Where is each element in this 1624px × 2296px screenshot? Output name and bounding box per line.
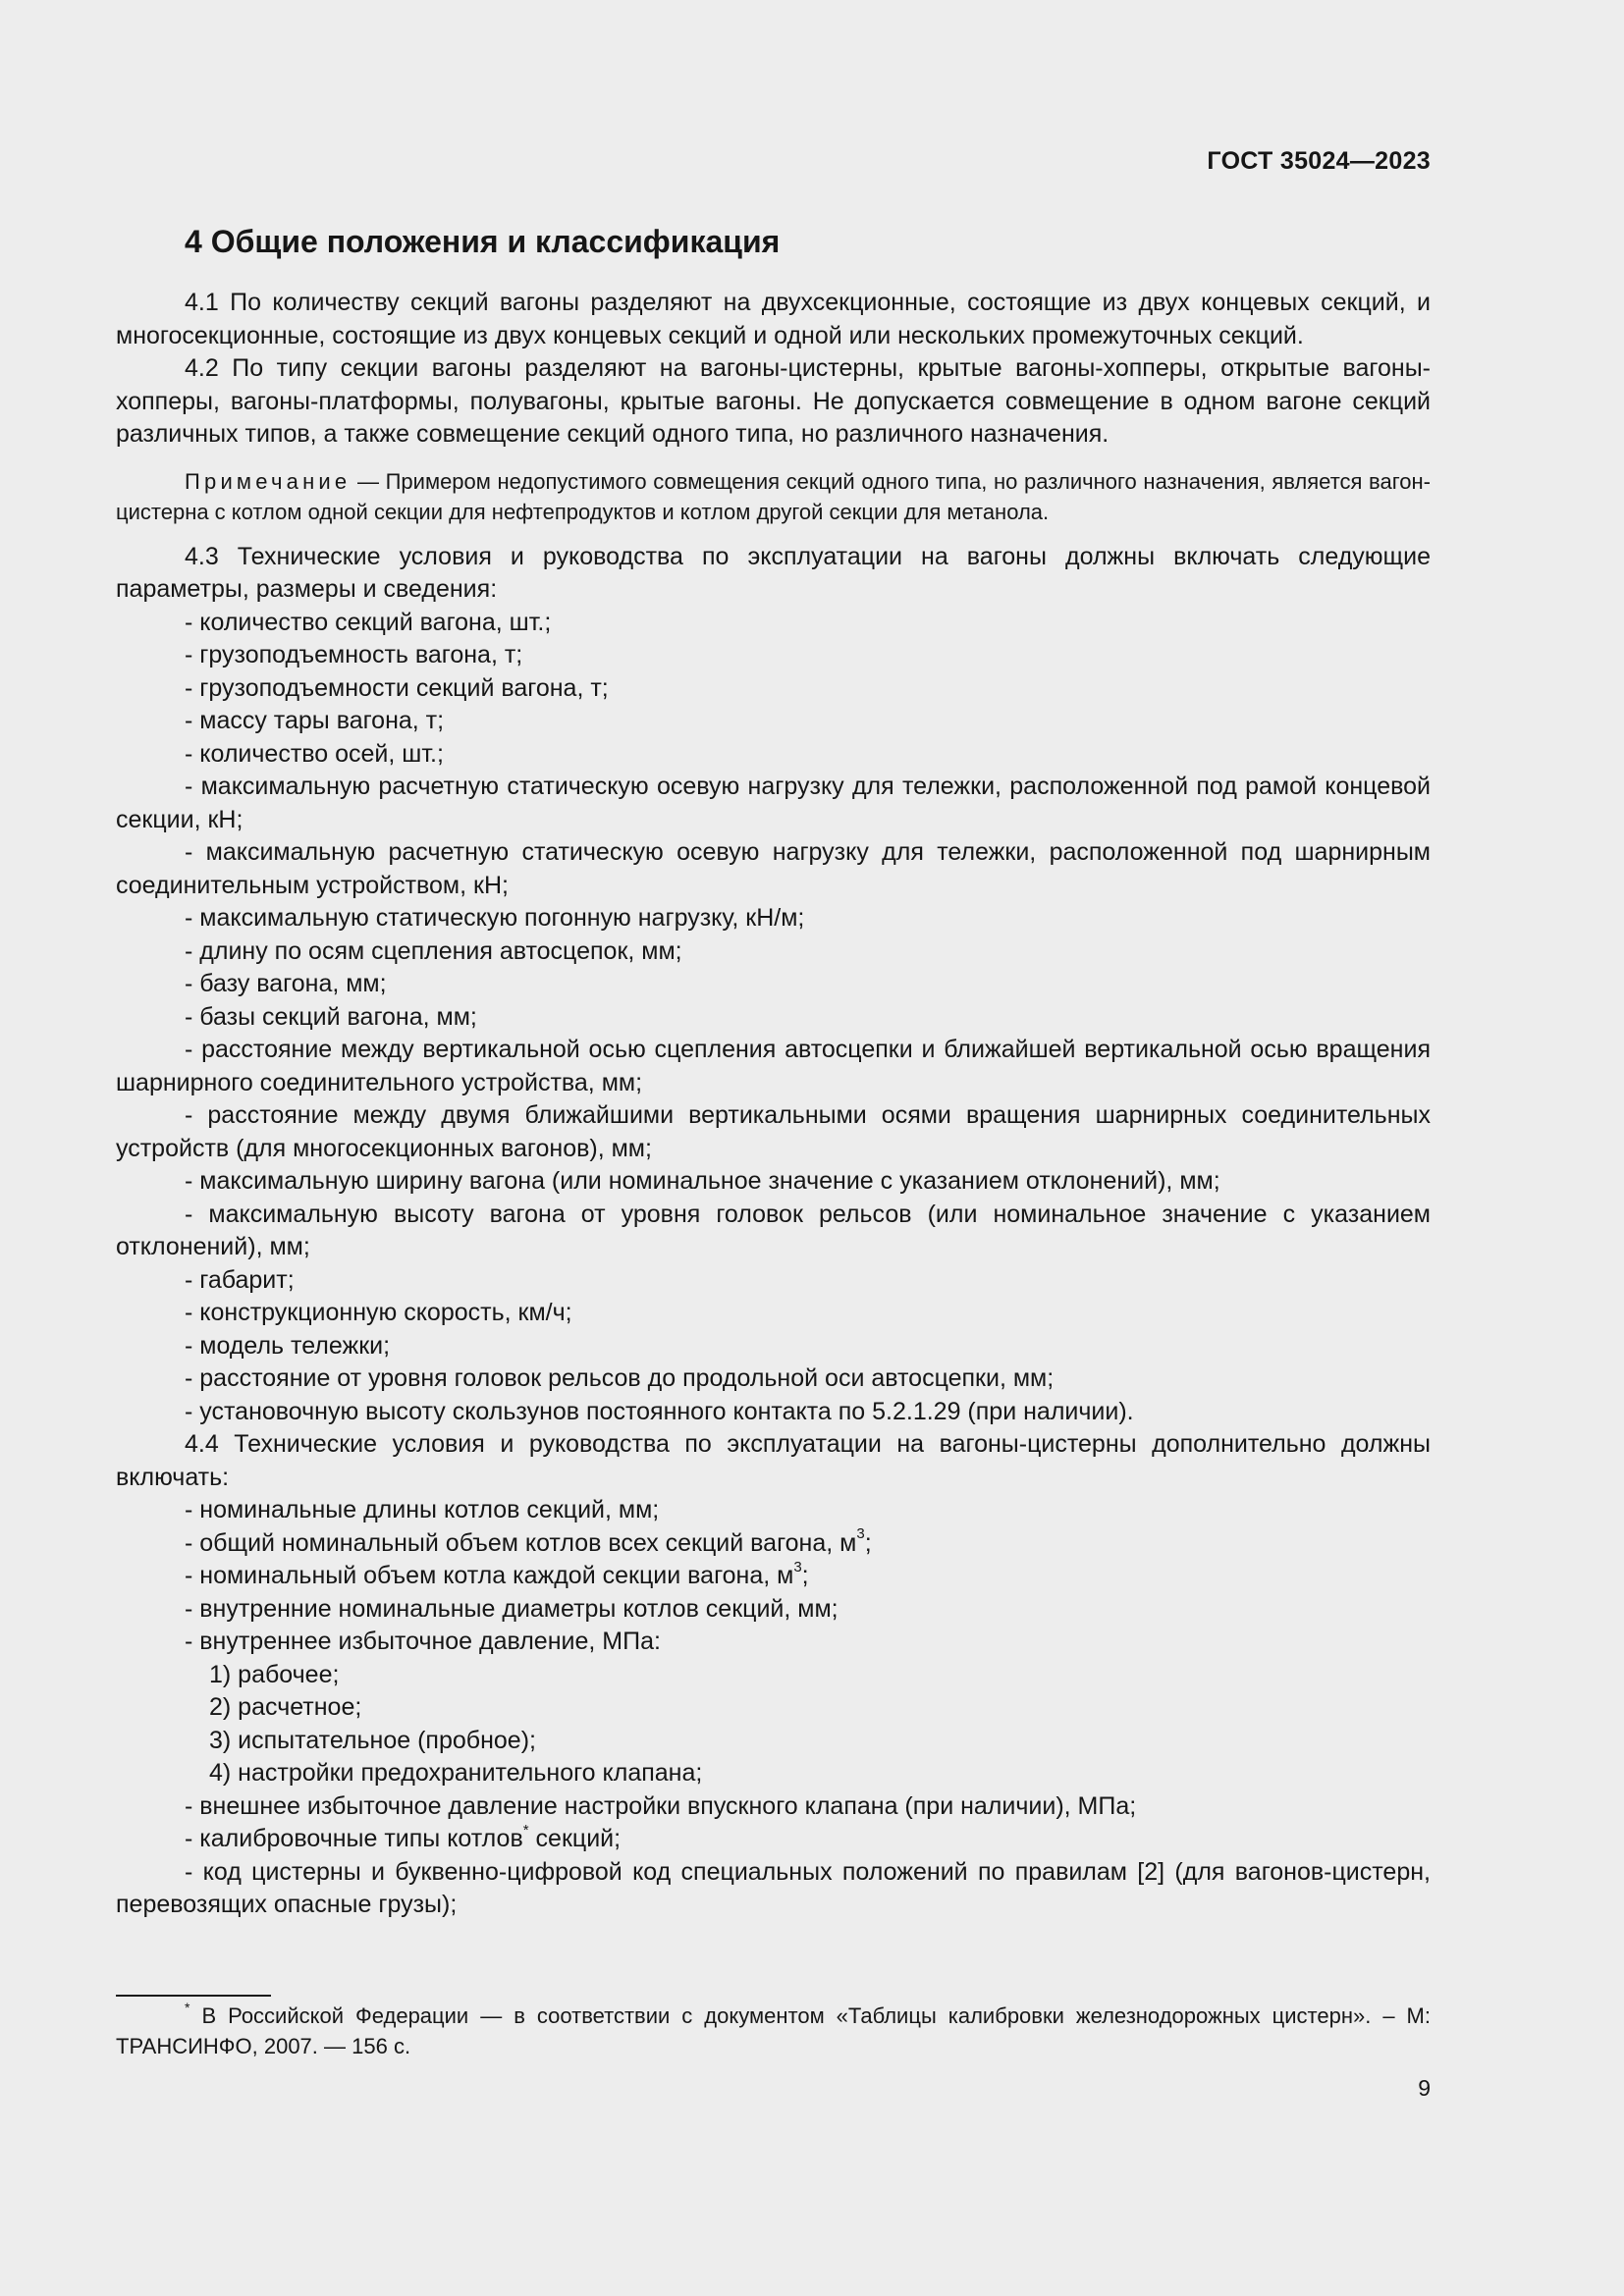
list-item: - базы секций вагона, мм;: [185, 1002, 477, 1031]
superscript-3: 3: [856, 1525, 865, 1543]
list-item: - номинальные длины котлов секций, мм;: [185, 1496, 660, 1523]
list-item: - максимальную высоту вагона от уровня головок рельсов (или номинальное значение с указанием отклонений), мм;: [116, 1200, 1431, 1260]
footnote-mark: *: [185, 1999, 190, 2015]
list-item-text: - номинальный объем котла каждой секции вагона, м: [185, 1562, 794, 1589]
list-item: [116, 1823, 1431, 1856]
footnote-text: В Российской Федерации — в соответствии с документом «Таблицы калибровки железнодорожных цистерн». – М: ТРАНСИНФО, 2007. — 156 с.: [116, 2003, 1431, 2058]
list-item: - конструкционную скорость, км/ч;: [185, 1299, 572, 1326]
list-item: - грузоподъемность вагона, т;: [185, 641, 523, 668]
list-item-end: ;: [864, 1528, 872, 1557]
list-item: - внешнее избыточное давление настройки впускного клапана (при наличии), МПа;: [185, 1791, 1137, 1820]
list-item: - максимальную расчетную статическую осевую нагрузку для тележки, расположенной под шарнирным соединительным устройством, кН;: [116, 838, 1431, 899]
list-item-text: - калибровочные типы котлов: [185, 1825, 523, 1852]
standard-designation: ГОСТ 35024—2023: [1207, 147, 1431, 175]
list-item: - количество секций вагона, шт.;: [185, 608, 552, 636]
clause-4-3: 4.3 Технические условия и руководства по эксплуатации на вагоны должны включать следующие параметры, размеры и сведения:: [116, 542, 1431, 603]
page-body: [116, 220, 1431, 1922]
footnote: [116, 2001, 1431, 2061]
list-item: - модель тележки;: [185, 1331, 391, 1360]
list-item: - расстояние между двумя ближайшими вертикальными осями вращения шарнирных соединительных устройств (для многосекционных вагонов), мм;: [116, 1101, 1431, 1162]
list-item: - расстояние от уровня головок рельсов до продольной оси автосцепки, мм;: [185, 1364, 1055, 1392]
list-item: [116, 1527, 1431, 1561]
note-block: [116, 466, 1431, 527]
list-item: - длину по осям сцепления автосцепок, мм;: [185, 936, 682, 965]
footnote-separator: [116, 1995, 271, 1997]
numbered-item: 4) настройки предохранительного клапана;: [209, 1759, 703, 1787]
list-item: - базу вагона, мм;: [185, 970, 387, 997]
list-item: - установочную высоту скользунов постоянного контакта по 5.2.1.29 (при наличии).: [185, 1397, 1134, 1425]
list-item: - габарит;: [185, 1265, 295, 1294]
list-item: - максимальную расчетную статическую осевую нагрузку для тележки, расположенной под рамой концевой секции, кН;: [116, 773, 1431, 833]
list-item: - внутреннее избыточное давление, МПа:: [185, 1628, 661, 1655]
page-number: 9: [1418, 2075, 1431, 2101]
footnote-reference: *: [522, 1821, 529, 1839]
list-item: - массу тары вагона, т;: [185, 707, 445, 734]
list-4-4: [116, 1494, 1431, 1922]
list-item: - расстояние между вертикальной осью сцепления автосцепки и ближайшей вертикальной осью вращения шарнирного соединительного устройства, мм;: [116, 1036, 1431, 1096]
list-item: - количество осей, шт.;: [185, 739, 444, 768]
list-item: [116, 1560, 1431, 1593]
list-item: - внутренние номинальные диаметры котлов секций, мм;: [185, 1594, 839, 1623]
superscript-3: 3: [793, 1558, 802, 1575]
clause-4-4: 4.4 Технические условия и руководства по эксплуатации на вагоны-цистерны дополнительно должны включать:: [116, 1430, 1431, 1491]
list-item: - код цистерны и буквенно-цифровой код специальных положений по правилам [2] (для вагонов-цистерн, перевозящих опасные грузы);: [116, 1857, 1431, 1918]
list-item: - грузоподъемности секций вагона, т;: [185, 673, 609, 702]
numbered-item: 1) рабочее;: [209, 1660, 340, 1688]
clause-4-2: 4.2 По типу секции вагоны разделяют на вагоны-цистерны, крытые вагоны-хопперы, открытые вагоны-хопперы, вагоны-платформы, полувагоны, крытые вагоны. Не допускается совмещение в одном вагоне секций различных типов, а также совмещение секций одного типа, но различного назначения.: [116, 354, 1431, 448]
note-text: — Примером недопустимого совмещения секций одного типа, но различного назначения, является вагон-цистерна с котлом одной секции для нефтепродуктов и котлом другой секции для метанола.: [116, 468, 1431, 524]
list-item-end: ;: [801, 1562, 809, 1589]
list-item-text: - общий номинальный объем котлов всех секций вагона, м: [185, 1528, 857, 1557]
note-label: Примечание: [185, 468, 352, 494]
list-item-end: секций;: [528, 1825, 622, 1852]
numbered-item: 2) расчетное;: [209, 1693, 362, 1721]
list-4-3: [116, 607, 1431, 1429]
numbered-item: 3) испытательное (пробное);: [209, 1726, 536, 1754]
list-item: - максимальную статическую погонную нагрузку, кН/м;: [185, 904, 805, 932]
clause-4-1: 4.1 По количеству секций вагоны разделяют на двухсекционные, состоящие из двух концевых секций, и многосекционные, состоящие из двух концевых секций и одной или нескольких промежуточных секций.: [116, 289, 1431, 349]
list-item: - максимальную ширину вагона (или номинальное значение с указанием отклонений), мм;: [185, 1167, 1220, 1195]
section-heading: 4 Общие положения и классификация: [185, 224, 781, 259]
